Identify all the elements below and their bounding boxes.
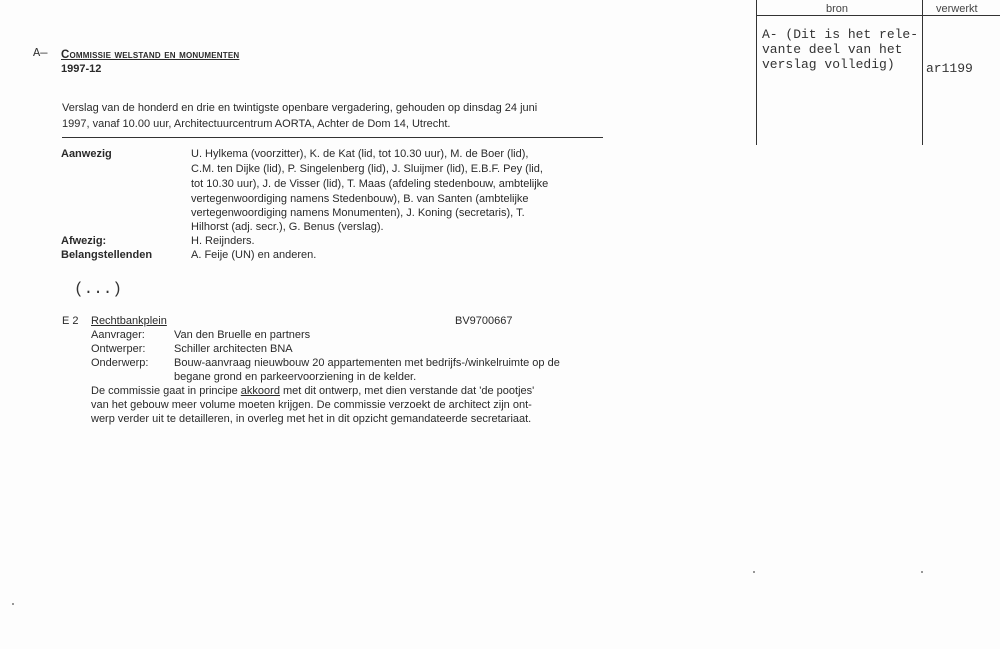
ontwerper-value: Schiller architecten BNA bbox=[174, 343, 293, 355]
intro-line-1: Verslag van de honderd en drie en twintigste openbare vergadering, gehouden op dinsdag 24 juni bbox=[62, 102, 538, 114]
scan-speck bbox=[12, 603, 14, 605]
aanvrager-value: Van den Bruelle en partners bbox=[174, 329, 311, 341]
margin-note-line-3: verslag volledig) bbox=[762, 57, 895, 72]
table-column-divider bbox=[922, 0, 923, 145]
onderwerp-line-1: Bouw-aanvraag nieuwbouw 20 appartementen met bedrijfs-/winkelruimte op de bbox=[174, 357, 560, 369]
item-reference: BV9700667 bbox=[455, 315, 513, 327]
scan-speck bbox=[921, 571, 923, 573]
advice-line-1 bbox=[91, 384, 534, 398]
verwerkt-header: verwerkt bbox=[936, 3, 978, 15]
item-code: E 2 bbox=[62, 315, 79, 327]
aanwezig-line-1: U. Hylkema (voorzitter), K. de Kat (lid, tot 10.30 uur), M. de Boer (lid), bbox=[191, 148, 529, 160]
margin-note-line-2: vante deel van het bbox=[762, 42, 903, 57]
margin-table bbox=[756, 0, 1000, 145]
aanvrager-label: Aanvrager: bbox=[91, 329, 145, 341]
aanwezig-line-3: tot 10.30 uur), J. de Visser (lid), T. Maas (afdeling stedenbouw, ambtelijke bbox=[191, 178, 549, 190]
table-header-rule bbox=[756, 15, 1000, 16]
afwezig-value: H. Reijnders. bbox=[191, 235, 255, 247]
aanwezig-line-4: vertegenwoordiging namens Stedenbouw), B. van Santen (ambtelijke bbox=[191, 193, 529, 205]
aanwezig-label: Aanwezig bbox=[61, 148, 112, 160]
bron-header: bron bbox=[826, 3, 849, 15]
belangstellenden-label: Belangstellenden bbox=[61, 249, 153, 261]
aanwezig-line-2: C.M. ten Dijke (lid), P. Singelenberg (lid), J. Sluijmer (lid), E.B.F. Pey (lid, bbox=[191, 163, 543, 175]
margin-note-line-1: A- (Dit is het rele- bbox=[762, 27, 919, 42]
afwezig-label: Afwezig: bbox=[61, 235, 107, 247]
document-title: Commissie welstand en monumenten bbox=[61, 49, 240, 61]
item-title: Rechtbankplein bbox=[91, 315, 167, 327]
advice-line-2: van het gebouw meer volume moeten krijgen. De commissie verzoekt de architect zijn ont- bbox=[91, 399, 532, 411]
ontwerper-label: Ontwerper: bbox=[91, 343, 146, 355]
document-year: 1997-12 bbox=[61, 63, 102, 75]
onderwerp-line-2: begane grond en parkeervoorziening in de kelder. bbox=[174, 371, 417, 383]
section-marker: A— bbox=[33, 46, 48, 60]
omission-ellipsis: (...) bbox=[74, 280, 123, 298]
verwerkt-value: ar1199 bbox=[926, 61, 973, 76]
advice-line-1-start: De commissie gaat in principe bbox=[91, 385, 241, 397]
table-left-border bbox=[756, 0, 757, 145]
header-divider bbox=[62, 137, 603, 138]
advice-line-1-end: met dit ontwerp, met dien verstande dat 'de pootjes' bbox=[279, 385, 535, 397]
scan-speck bbox=[753, 571, 755, 573]
belangstellenden-value: A. Feije (UN) en anderen. bbox=[191, 249, 317, 261]
onderwerp-label: Onderwerp: bbox=[91, 357, 149, 369]
aanwezig-line-5: vertegenwoordiging namens Monumenten), J. Koning (secretaris), T. bbox=[191, 207, 525, 219]
intro-line-2: 1997, vanaf 10.00 uur, Architectuurcentrum AORTA, Achter de Dom 14, Utrecht. bbox=[62, 118, 451, 130]
akkoord-underlined: akkoord bbox=[240, 385, 280, 397]
aanwezig-line-6: Hilhorst (adj. secr.), G. Benus (verslag). bbox=[191, 221, 384, 233]
advice-line-3: werp verder uit te detailleren, in overleg met het in dit opzicht gemandateerde secretariaat. bbox=[91, 413, 532, 425]
